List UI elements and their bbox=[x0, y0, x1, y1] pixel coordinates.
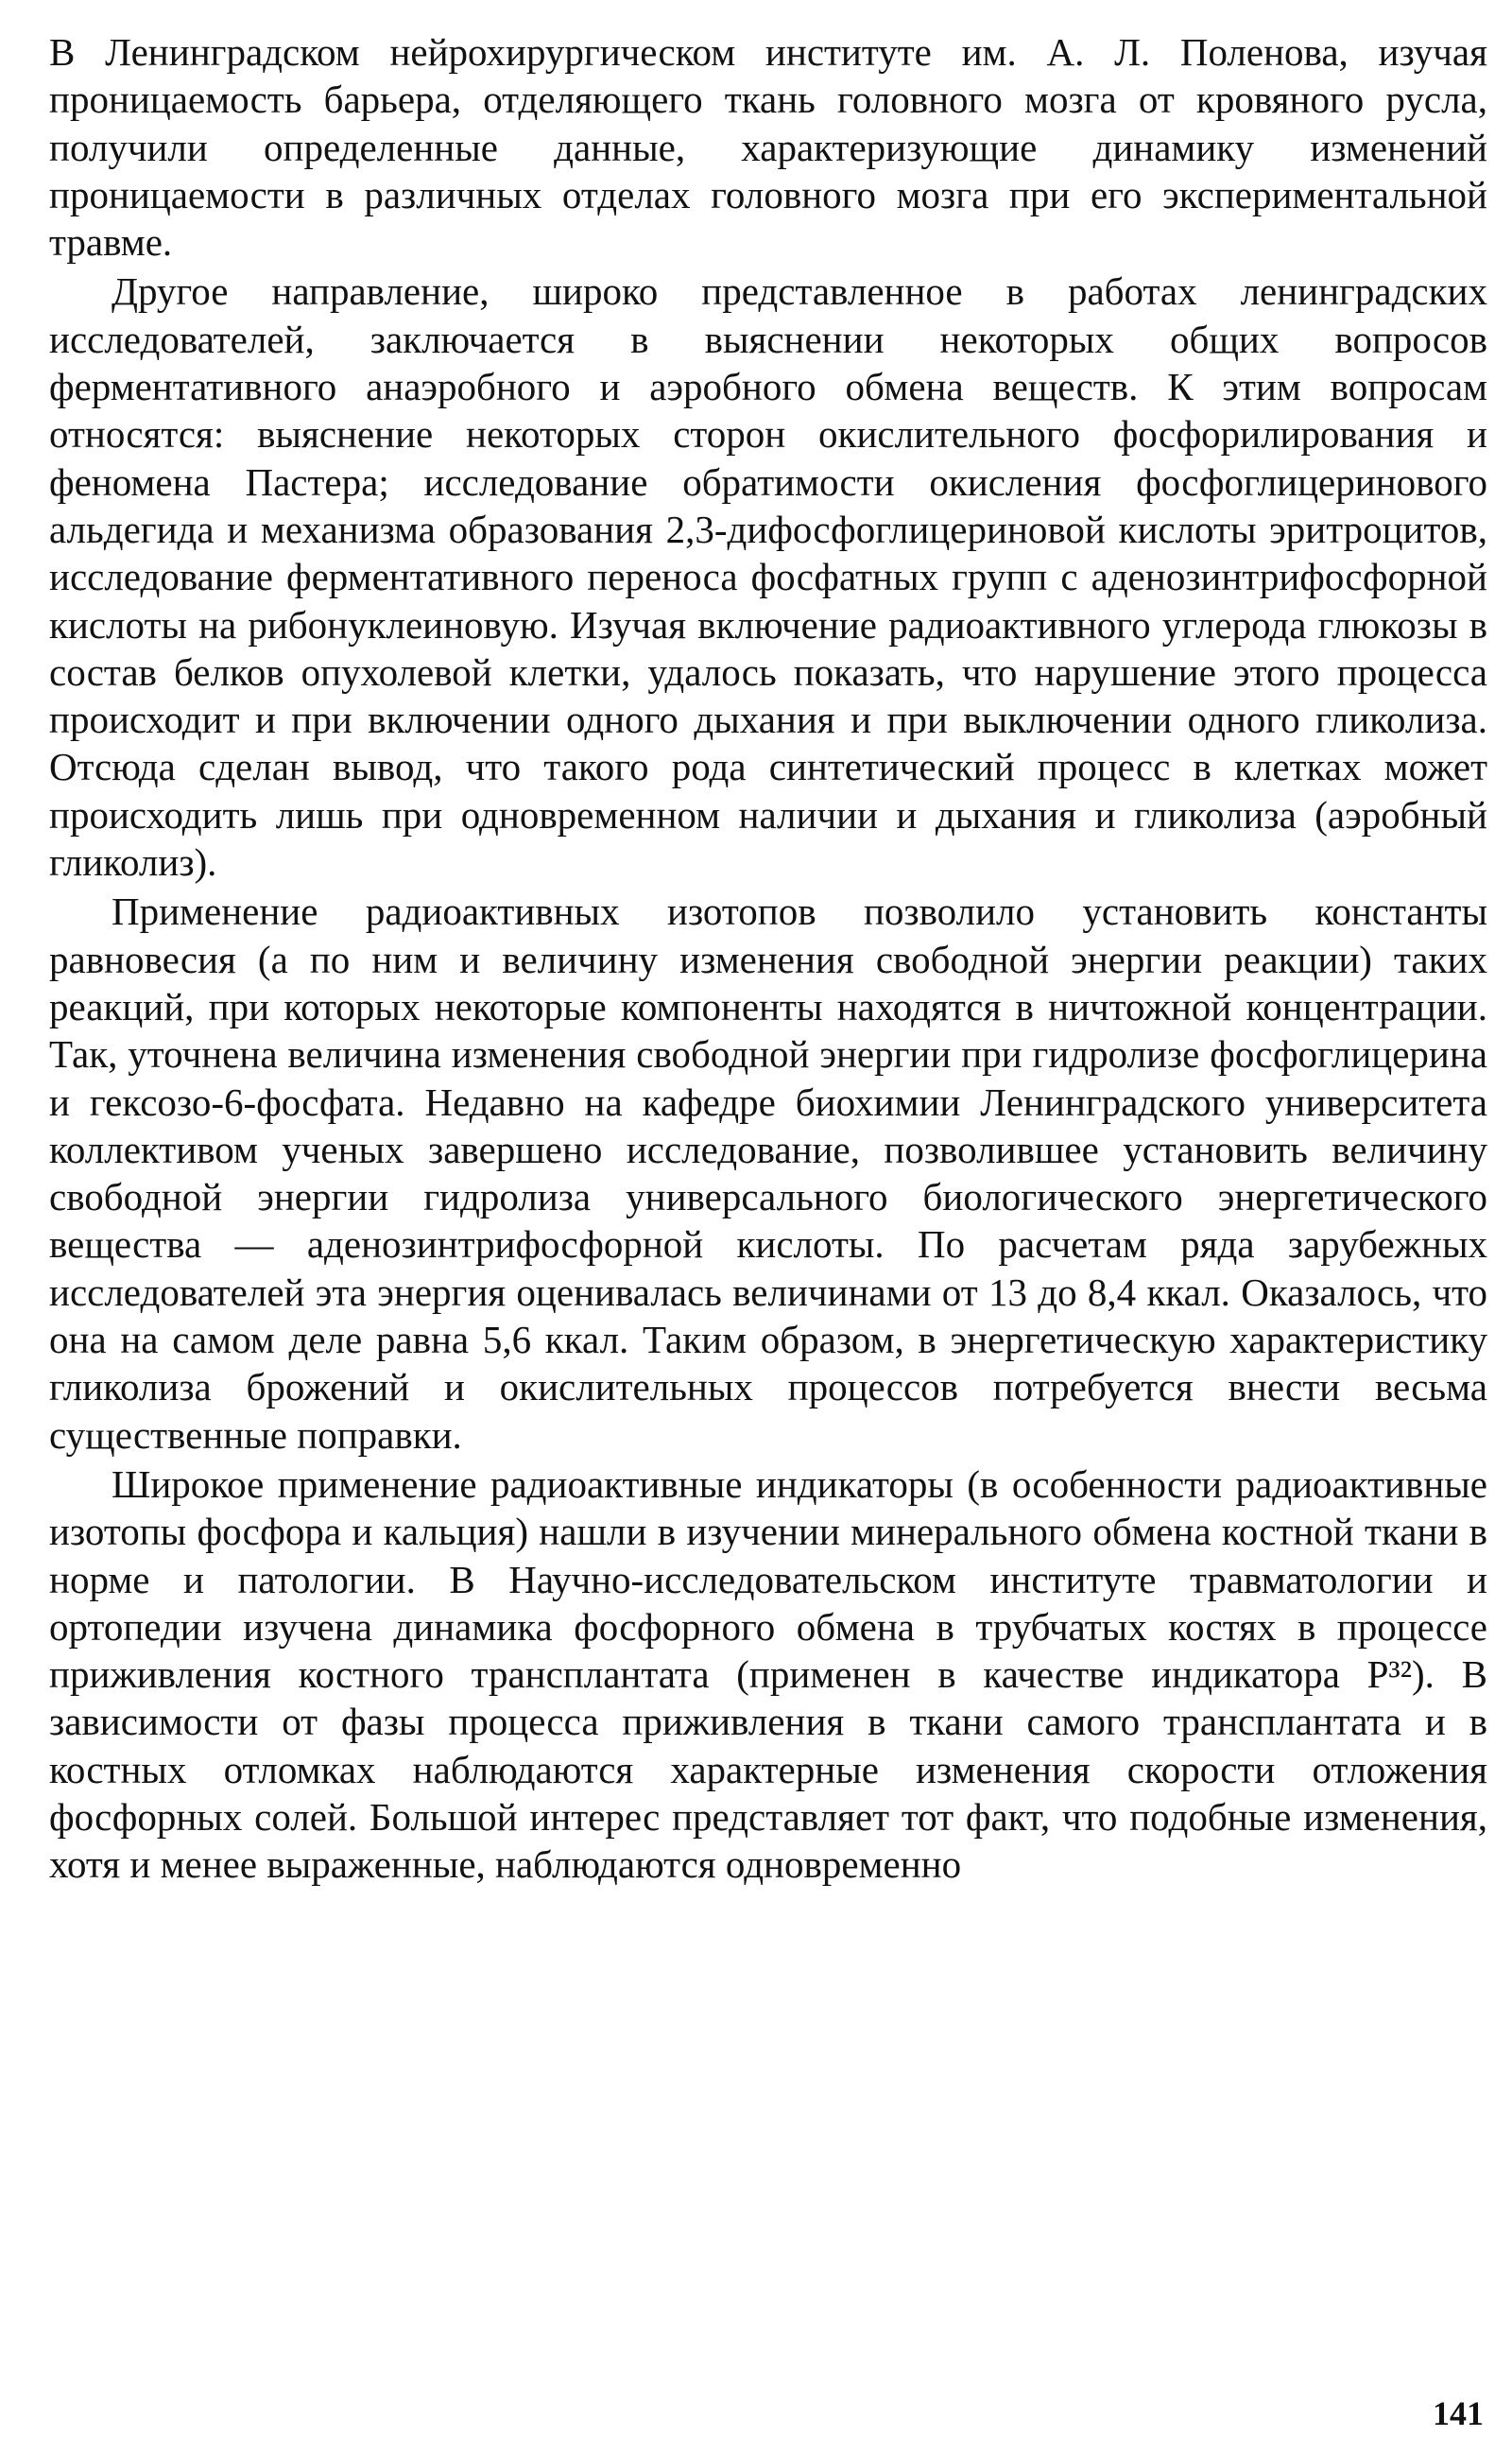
paragraph-4: Широкое применение радиоактивные индикаторы (в особенности радиоактивные изотопы фосфора и кальция) нашли в изучении минерального обмена костной ткани в норме и патологии. В Научно-исследовательском институте травматологии и ортопедии изучена динамика фосфорного обмена в трубчатых костях в процессе приживления костного трансплантата (применен в качестве индикатора P³²). В зависимости от фазы процесса приживления в ткани самого трансплантата и в костных отломках наблюдаются характерные изменения скорости отложения фосфорных солей. Большой интерес представляет тот факт, что подобные изменения, хотя и менее выраженные, наблюдаются одновременно bbox=[49, 1461, 1487, 1887]
page-number: 141 bbox=[1433, 2394, 1484, 2432]
paragraph-3: Применение радиоактивных изотопов позволило установить константы равновесия (а по ним и величину изменения свободной энергии реакции) таких реакций, при которых некоторые компоненты находятся в ничтожной концентрации. Так, уточнена величина изменения свободной энергии при гидролизе фосфоглицерина и гексозо-6-фосфата. Недавно на кафедре биохимии Ленинградского университета коллективом ученых завершено исследование, позволившее установить величину свободной энергии гидролиза универсального биологического энергетического вещества — аденозинтрифосфорной кислоты. По расчетам ряда зарубежных исследователей эта энергия оценивалась величинами от 13 до 8,4 ккал. Оказалось, что она на самом деле равна 5,6 ккал. Таким образом, в энергетическую характеристику гликолиза брожений и окислительных процессов потребуется внести весьма существенные поправки. bbox=[49, 890, 1487, 1457]
paragraph-1: В Ленинградском нейрохирургическом институте им. А. Л. Поленова, изучая проницаемость барьера, отделяющего ткань головного мозга от кровяного русла, получили определенные данные, характеризующие динамику изменений проницаемости в различных отделах головного мозга при его экспериментальной травме. bbox=[49, 30, 1487, 265]
page-body bbox=[49, 28, 1487, 1889]
paragraph-2: Другое направление, широко представленное в работах ленинградских исследователей, заключается в выяснении некоторых общих вопросов ферментативного анаэробного и аэробного обмена веществ. К этим вопросам относятся: выяснение некоторых сторон окислительного фосфорилирования и феномена Пастера; исследование обратимости окисления фосфоглицеринового альдегида и механизма образования 2,3-дифосфоглицериновой кислоты эритроцитов, исследование ферментативного переноса фосфатных групп с аденозинтрифосфорной кислоты на рибонуклеиновую. Изучая включение радиоактивного углерода глюкозы в состав белков опухолевой клетки, удалось показать, что нарушение этого процесса происходит и при включении одного дыхания и при выключении одного гликолиза. Отсюда сделан вывод, что такого рода синтетический процесс в клетках может происходить лишь при одновременном наличии и дыхания и гликолиза (аэробный гликолиз). bbox=[49, 269, 1487, 885]
